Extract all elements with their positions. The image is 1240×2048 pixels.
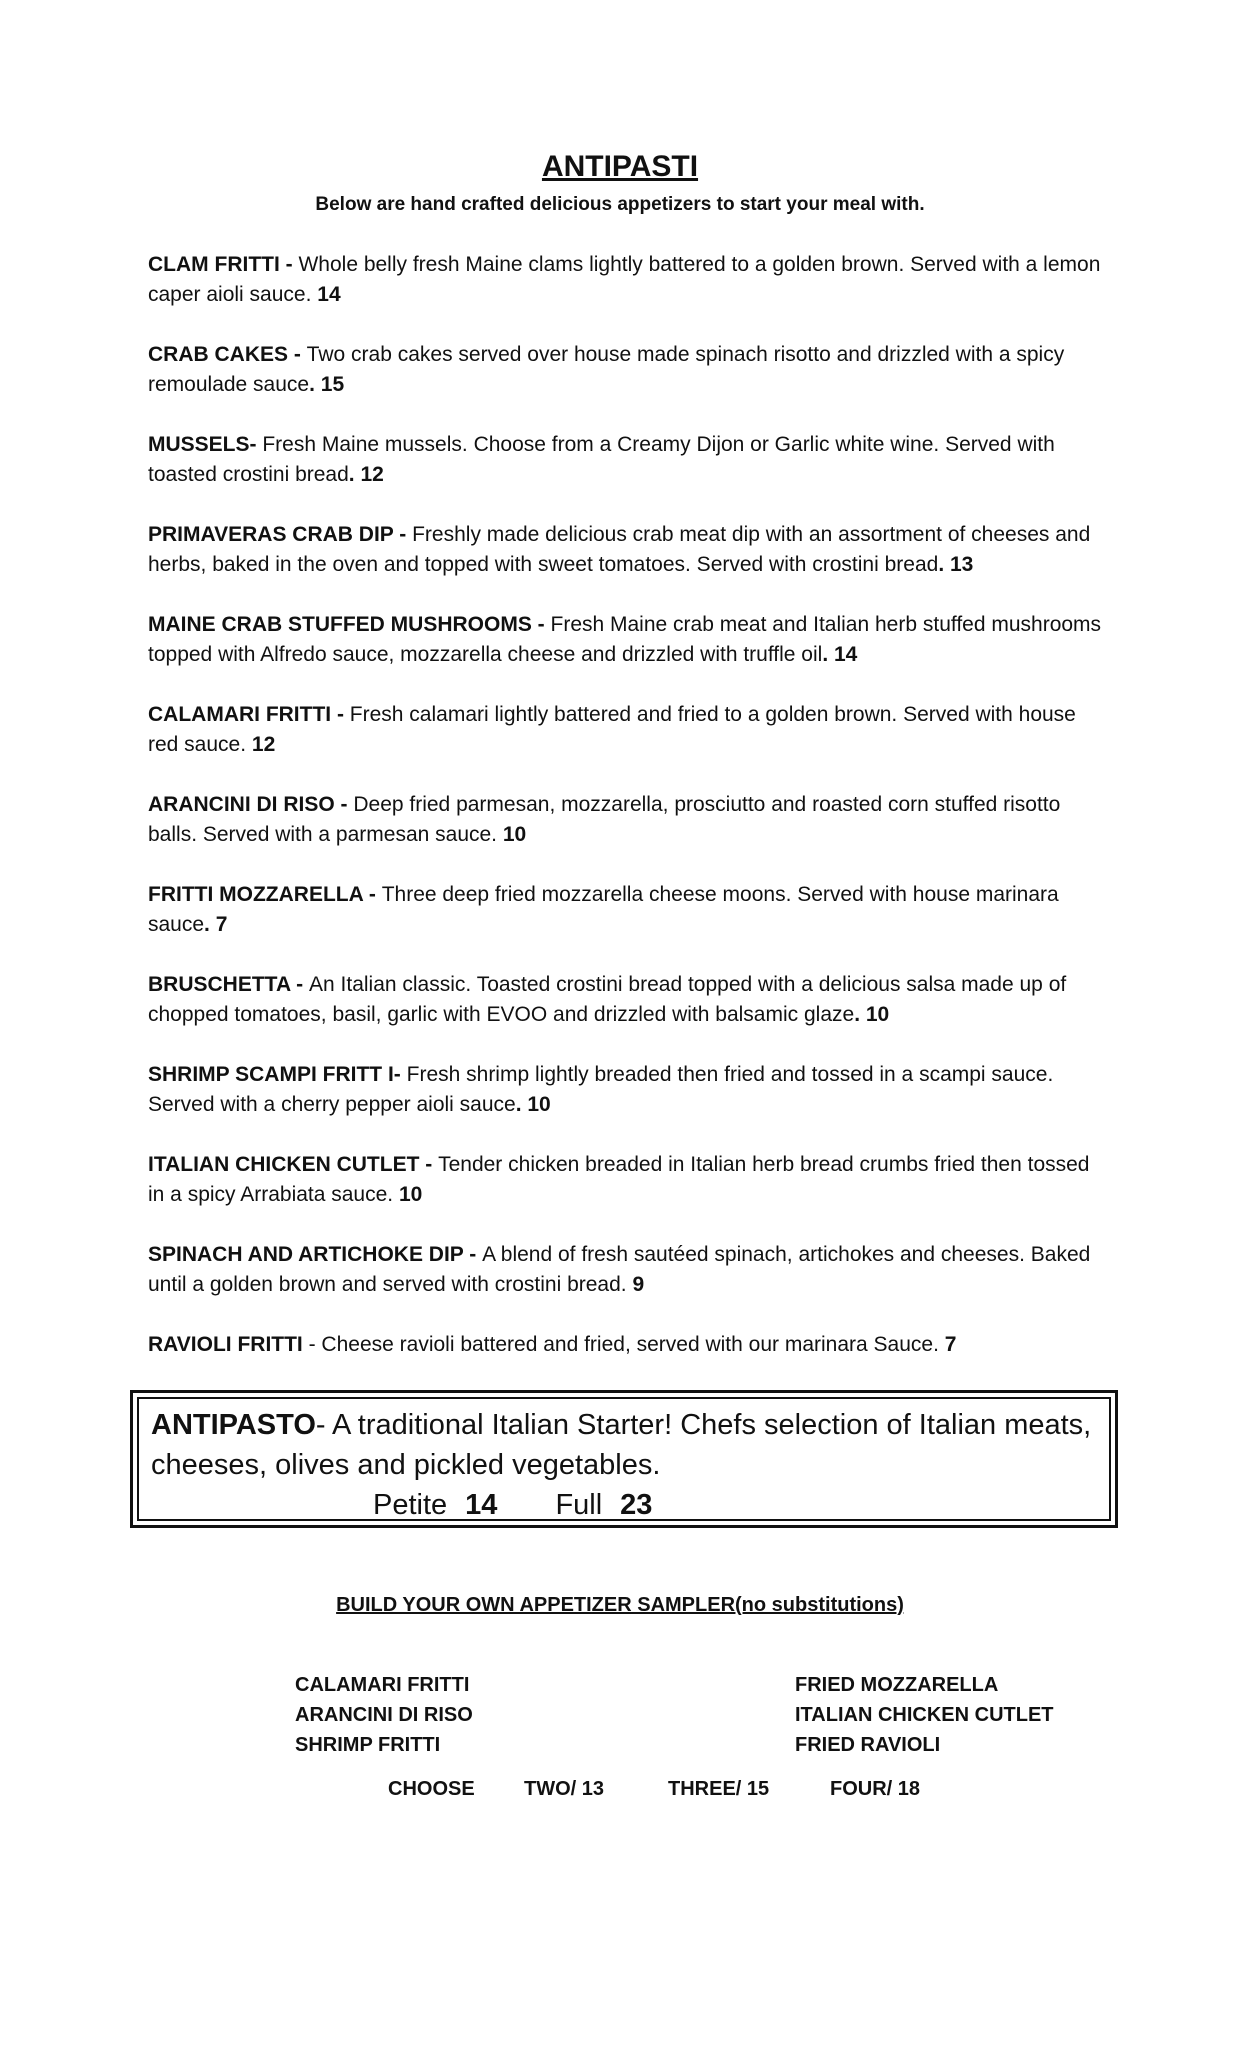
menu-item (148, 430, 1108, 520)
item-description: Two crab cakes served over house made spinach risotto and drizzled with a spicy remoulade sauce (148, 343, 1065, 396)
item-name: MAINE CRAB STUFFED MUSHROOMS - (148, 613, 551, 636)
item-name: SHRIMP SCAMPI FRITT I- (148, 1063, 407, 1086)
item-description: Fresh Maine mussels. Choose from a Creamy Dijon or Garlic white wine. Served with toasted crostini bread (148, 433, 1055, 486)
item-name: SPINACH AND ARTICHOKE DIP - (148, 1243, 483, 1266)
sampler-price-option: TWO/ 13 (524, 1778, 605, 1800)
menu-item (148, 790, 1108, 880)
item-description: Deep fried parmesan, mozzarella, prosciutto and roasted corn stuffed risotto balls. Served with a parmesan sauce. (148, 793, 1061, 846)
sampler-options-left (295, 1670, 473, 1760)
sampler-price-option: THREE/ 15 (668, 1778, 770, 1800)
sampler-option: SHRIMP FRITTI (295, 1734, 441, 1756)
item-description: Fresh shrimp lightly breaded then fried and tossed in a scampi sauce. Served with a cherry pepper aioli sauce (148, 1063, 1054, 1116)
sampler-option: FRIED RAVIOLI (795, 1734, 941, 1756)
sampler-price-option: FOUR/ 18 (830, 1778, 921, 1800)
menu-item (148, 610, 1108, 700)
item-description: An Italian classic. Toasted crostini bread topped with a delicious salsa made up of chopped tomatoes, basil, garlic with EVOO and drizzled with balsamic glaze (148, 973, 1067, 1026)
choose-label: CHOOSE (388, 1778, 475, 1800)
menu-item (148, 880, 1108, 970)
item-price: . 13 (938, 553, 974, 576)
item-description: Whole belly fresh Maine clams lightly battered to a golden brown. Served with a lemon caper aioli sauce. (148, 253, 1101, 306)
item-price: 12 (251, 733, 276, 756)
item-description: Tender chicken breaded in Italian herb bread crumbs fried then tossed in a spicy Arrabiata sauce. (148, 1153, 1090, 1206)
item-name: FRITTI MOZZARELLA - (148, 883, 382, 906)
item-price: . 10 (515, 1093, 551, 1116)
antipasto-description: - A traditional Italian Starter! Chefs selection of Italian meats, cheeses, olives and pickled vegetables. (151, 1409, 1092, 1481)
item-name: ITALIAN CHICKEN CUTLET - (148, 1153, 439, 1176)
item-name: PRIMAVERAS CRAB DIP - (148, 523, 413, 546)
antipasto-feature-box (130, 1390, 1118, 1528)
sampler-option: ARANCINI DI RISO (295, 1704, 473, 1726)
full-price: 23 (620, 1489, 653, 1521)
menu-item-list (148, 250, 1108, 1420)
sampler-option: ITALIAN CHICKEN CUTLET (795, 1704, 1054, 1726)
menu-item (148, 1150, 1108, 1240)
menu-item (148, 970, 1108, 1060)
sampler-options-right (795, 1670, 1054, 1760)
item-price: . 10 (854, 1003, 890, 1026)
sampler-option: FRIED MOZZARELLA (795, 1674, 999, 1696)
item-price: 7 (944, 1333, 957, 1356)
item-description: Freshly made delicious crab meat dip with an assortment of cheeses and herbs, baked in the oven and topped with sweet tomatoes. Served with crostini bread (148, 523, 1091, 576)
item-price: . 15 (309, 373, 345, 396)
page-title: ANTIPASTI (541, 150, 699, 183)
item-name: RAVIOLI FRITTI (148, 1333, 303, 1356)
item-price: 9 (632, 1273, 645, 1296)
item-name: CALAMARI FRITTI - (148, 703, 350, 726)
item-description: Fresh calamari lightly battered and fried to a golden brown. Served with house red sauce. (148, 703, 1076, 756)
item-price: 10 (502, 823, 527, 846)
menu-item (148, 340, 1108, 430)
petite-price: 14 (465, 1489, 498, 1521)
item-price: 14 (317, 283, 341, 306)
menu-item (148, 250, 1108, 340)
item-name: ARANCINI DI RISO - (148, 793, 354, 816)
full-label: Full (555, 1489, 603, 1521)
sampler-pricing (388, 1778, 920, 1801)
sampler-title: BUILD YOUR OWN APPETIZER SAMPLER(no substitutions) (336, 1594, 904, 1616)
item-price: . 14 (822, 643, 858, 666)
item-description: A blend of fresh sautéed spinach, artichokes and cheeses. Baked until a golden brown and served with crostini bread. (148, 1243, 1091, 1296)
menu-item (148, 1240, 1108, 1330)
petite-label: Petite (373, 1489, 448, 1521)
item-price: 10 (398, 1183, 423, 1206)
menu-item (148, 700, 1108, 790)
item-name: CLAM FRITTI - (148, 253, 299, 276)
antipasto-prices (151, 1485, 1097, 1525)
antipasto-name: ANTIPASTO (151, 1409, 316, 1441)
item-name: BRUSCHETTA - (148, 973, 309, 996)
item-name: CRAB CAKES - (148, 343, 307, 366)
item-price: . 12 (348, 463, 384, 486)
menu-item (148, 1060, 1108, 1150)
item-description: Three deep fried mozzarella cheese moons. Served with house marinara sauce (148, 883, 1059, 936)
item-price: . 7 (204, 913, 228, 936)
menu-item (148, 520, 1108, 610)
sampler-option: CALAMARI FRITTI (295, 1674, 470, 1696)
item-name: MUSSELS- (148, 433, 263, 456)
page-subtitle: Below are hand crafted delicious appetizers to start your meal with. (315, 194, 925, 215)
item-description: - Cheese ravioli battered and fried, served with our marinara Sauce. (302, 1333, 945, 1356)
antipasto-text (151, 1405, 1097, 1485)
item-description: Fresh Maine crab meat and Italian herb stuffed mushrooms topped with Alfredo sauce, mozzarella cheese and drizzled with truffle oil (148, 613, 1102, 666)
antipasto-inner-frame (137, 1397, 1111, 1521)
